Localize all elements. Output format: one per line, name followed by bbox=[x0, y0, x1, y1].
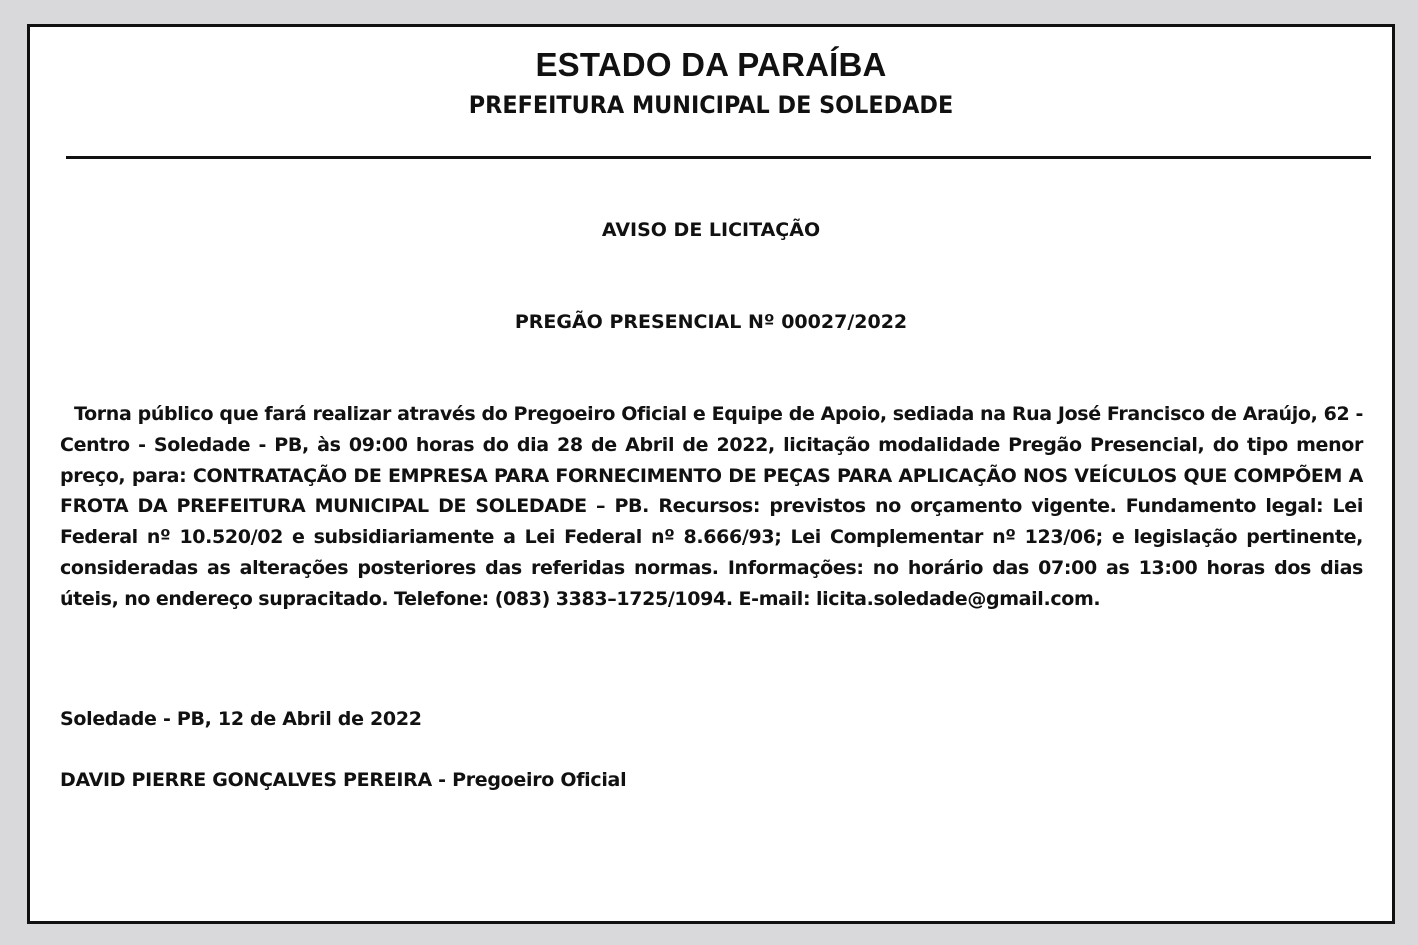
notice-title: AVISO DE LICITAÇÃO bbox=[601, 219, 821, 241]
state-heading: ESTADO DA PARAÍBA bbox=[535, 46, 887, 83]
auction-number: PREGÃO PRESENCIAL Nº 00027/2022 bbox=[514, 311, 908, 333]
header-divider bbox=[66, 156, 1371, 159]
notice-document bbox=[27, 24, 1395, 924]
place-and-date: Soledade - PB, 12 de Abril de 2022 bbox=[60, 708, 422, 730]
notice-body: Torna público que fará realizar através do Pregoeiro Oficial e Equipe de Apoio, sediada na Rua José Francisco de Araújo, 62 - Centro - Soledade - PB, às 09:00 horas do dia 28 de Abril de 2022, licitação modalidade Pregão Presencial, do tipo menor preço, para: CONTRATAÇÃO DE EMPRESA PARA FORNECIMENTO DE PEÇAS PARA APLICAÇÃO NOS VEÍCULOS QUE COMPÕEM A FROTA DA PREFEITURA MUNICIPAL DE SOLEDADE – PB. Recursos: previstos no orçamento vigente. Fundamento legal: Lei Federal nº 10.520/02 e subsidiariamente a Lei Federal nº 8.666/93; Lei Complementar nº 123/06; e legislação pertinente, consideradas as alterações posteriores das referidas normas. Informações: no horário das 07:00 as 13:00 horas dos dias úteis, no endereço supracitado. Telefone: (083) 3383–1725/1094. E-mail: licita.soledade@gmail.com. bbox=[60, 403, 1363, 610]
signature-line: DAVID PIERRE GONÇALVES PEREIRA - Pregoeiro Oficial bbox=[60, 769, 627, 791]
city-hall-heading: PREFEITURA MUNICIPAL DE SOLEDADE bbox=[468, 91, 954, 119]
